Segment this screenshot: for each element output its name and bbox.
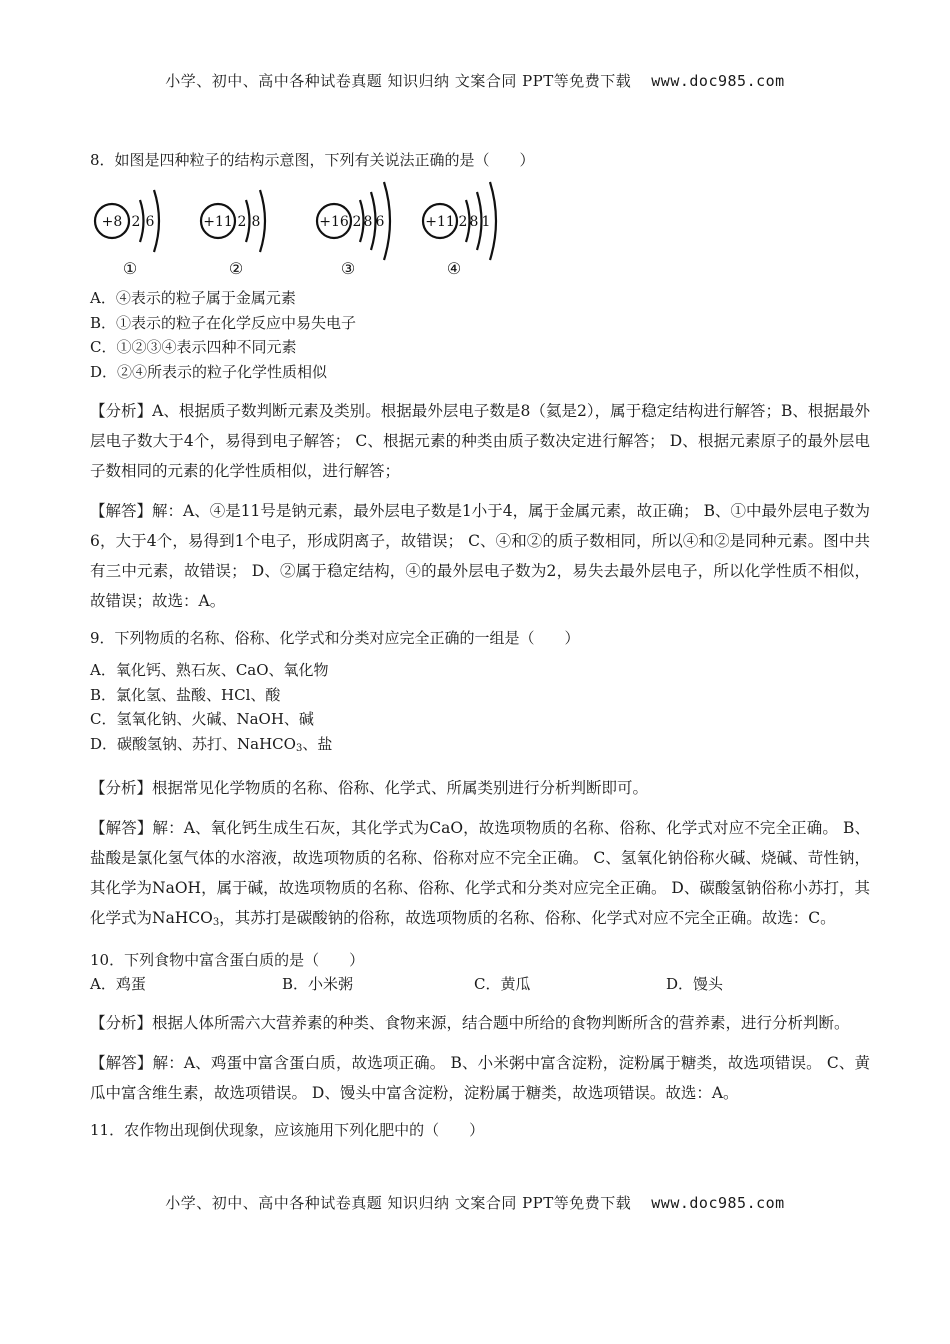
q8-option-b: B．①表示的粒子在化学反应中易失电子 [90,313,357,332]
q9-answer-tail: ，其苏打是碳酸钠的俗称，故选项物质的名称、俗称、化学式对应不完全正确。故选：C。 [219,909,836,927]
q10-analysis: 【分析】根据人体所需六大营养素的种类、食物来源，结合题中所给的食物判断所含的营养素，进行分析判断。 [90,1014,850,1032]
nucleus-label-3: +16 [319,214,349,230]
q10-option-c: C．黄瓜 [474,975,531,993]
q8-option-c: C．①②③④表示四种不同元素 [90,338,297,356]
q8-options [90,286,870,384]
footer-url[interactable]: www.doc985.com [651,1194,785,1212]
header-text: 小学、初中、高中各种试卷真题 知识归纳 文案合同 PPT等免费下载 [165,72,632,90]
q11-stem: 11．农作物出现倒伏现象，应该施用下列化肥中的（ ） [90,1121,485,1139]
shell-label-2-2: 8 [251,214,261,230]
q9-option-a: A．氧化钙、熟石灰、CaO、氧化物 [90,661,329,679]
shell-label-1-2: 6 [145,214,155,230]
q8-particle-diagram [90,178,870,278]
particle-number-3: ③ [340,259,356,278]
shell-label-3-3: 6 [375,214,385,230]
nucleus-label-2: +11 [203,214,233,230]
page-footer [0,1192,950,1213]
shell-label-3-2: 8 [363,214,373,230]
q9-analysis: 【分析】根据常见化学物质的名称、俗称、化学式、所属类别进行分析判断即可。 [90,779,649,797]
shell-arc [384,182,390,260]
q9-option-d-text: D．碳酸氢钠、苏打、NaHCO [90,734,296,753]
nucleus-label-1: +8 [101,214,123,230]
q9-option-d [90,732,870,762]
q9-option-c: C．氢氧化钠、火碱、NaOH、碱 [90,710,314,728]
q9-answer-subscript: 3 [212,917,220,928]
q8-stem: 8．如图是四种粒子的结构示意图，下列有关说法正确的是（ ） [90,151,535,169]
shell-arc [246,200,250,242]
q10-options [90,972,870,996]
particle-structure-svg [90,178,510,278]
q9-answer-text: 【解答】解：A、氧化钙生成生石灰，其化学式为CaO，故选项物质的名称、俗称、化学式对应不完全正确。 B、盐酸是氯化氢气体的水溶液，故选项物质的名称、俗称对应不完全正确。 C、氢氧化钠俗称火碱、烧碱、苛性钠，其化学为NaOH，属于碱，故选项物质的名称、俗称、化学式和分类对应完全正确。 D、碳酸氢钠俗称小苏打，其化学式为NaHCO [90,819,870,927]
header-url[interactable]: www.doc985.com [651,72,785,90]
particle-number-2: ② [228,259,244,278]
q9-option-d-subscript: 3 [295,742,303,754]
shell-arc [260,190,265,252]
particle-number-4: ④ [446,259,462,278]
q10-option-b: B．小米粥 [282,975,354,993]
q10-option-a: A．鸡蛋 [90,975,146,993]
page-content [90,148,870,1142]
shell-label-4-1: 2 [458,214,468,230]
q9-stem: 9．下列物质的名称、俗称、化学式和分类对应完全正确的一组是（ ） [90,629,580,647]
particle-number-1: ① [122,259,138,278]
q10-option-d: D．馒头 [666,975,724,993]
nucleus-label-4: +11 [425,214,455,230]
footer-text: 小学、初中、高中各种试卷真题 知识归纳 文案合同 PPT等免费下载 [165,1194,632,1212]
shell-label-1-1: 2 [131,214,141,230]
shell-arc [140,200,144,242]
shell-label-3-1: 2 [352,214,362,230]
shell-arc [154,190,159,252]
q9-option-b: B．氯化氢、盐酸、HCl、酸 [90,685,281,704]
shell-arc [490,182,496,260]
q10-stem: 10．下列食物中富含蛋白质的是（ ） [90,951,365,969]
q8-option-a: A．④表示的粒子属于金属元素 [90,289,296,307]
q8-option-d: D．②④所表示的粒子化学性质相似 [90,362,328,381]
page-header [0,70,950,91]
q8-answer: 【解答】解：A、④是11号是钠元素，最外层电子数是1小于4，属于金属元素，故正确； B、①中最外层电子数为6，大于4个，易得到1个电子，形成阴离子，故错误； C、④和②的质子数相同，所以④和②是同种元素。图中共有三中元素，故错误； D、②属于稳定结构，④的最外层电子数为2，易失去最外层电子，所以化学性质不相似，故错误；故选：A。 [90,502,870,610]
q8-analysis: 【分析】A、根据质子数判断元素及类别。根据最外层电子数是8（氦是2），属于稳定结构进行解答；B、根据最外层电子数大于4个，易得到电子解答； C、根据元素的种类由质子数决定进行解答； D、根据元素原子的最外层电子数相同的元素的化学性质相似，进行解答； [90,402,870,480]
q9-options [90,658,870,761]
q10-answer: 【解答】解：A、鸡蛋中富含蛋白质，故选项正确。 B、小米粥中富含淀粉，淀粉属于糖类，故选项错误。 C、黄瓜中富含维生素，故选项错误。 D、馒头中富含淀粉，淀粉属于糖类，故选项错误。故选：A。 [90,1054,870,1102]
q9-option-d-tail: 、盐 [302,734,333,753]
shell-label-4-2: 8 [469,214,479,230]
q9-answer [90,813,870,938]
shell-label-4-3: 1 [481,214,491,230]
shell-label-2-1: 2 [237,214,247,230]
